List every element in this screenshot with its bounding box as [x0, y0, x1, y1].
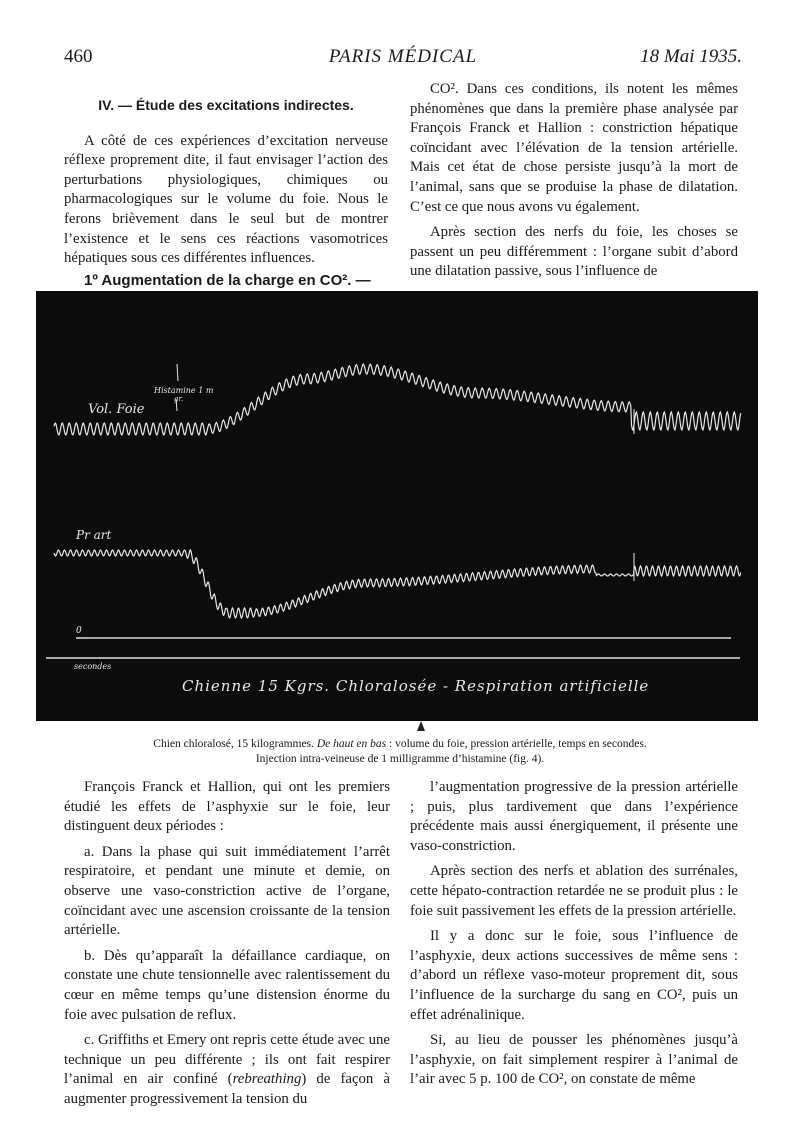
paragraph: Il y a donc sur le foie, sous l’influence de l’asphyxie, deux actions successives de même sens : d’abord un réflexe vaso-moteur proprement dit, sous l’influence de la surcharge du sang en CO², puis un effet adrénalinique. [410, 928, 738, 1023]
arterial-pressure-trace [54, 550, 741, 618]
paragraph: François Franck et Hallion, qui ont les premiers étudié les effets de l’asphyxie sur le foie, leur distinguent deux périodes : [64, 779, 390, 835]
label-zero: 0 [76, 626, 82, 636]
page-number: 460 [64, 46, 93, 67]
issue-date: 18 Mai 1935. [640, 46, 742, 67]
column-left-top [64, 88, 388, 290]
label-volume: Vol. Foie [88, 402, 145, 417]
paragraph: c. Griffiths et Emery ont repris cette étude avec une technique un peu différente ; ils ont fait respirer l’animal en air confiné (rebreathing) de façon à augmenter progressivement la tension du [64, 1032, 390, 1107]
paragraph: l’augmentation progressive de la pression artérielle ; puis, plus tardivement que dans l’expérience précédente mais aussi énergiquement, il présente une vaso-constriction. [410, 779, 738, 854]
handwritten-annotation: Chienne 15 Kgrs. Chloralosée - Respiration artificielle [182, 677, 650, 695]
column-right-top [410, 80, 738, 282]
liver-volume-trace [54, 364, 741, 435]
kymograph-trace [36, 291, 758, 721]
caption-line-1: Chien chloralosé, 15 kilogrammes. De haut en bas : volume du foie, pression artérielle, temps en secondes. [153, 738, 647, 750]
paragraph: b. Dès qu’apparaît la défaillance cardiaque, on constate une chute tensionnelle avec ralentissement du cœur en même temps qu’une distension énorme du foie avec pulsation de reflux. [64, 947, 390, 1023]
paragraph: a. Dans la phase qui suit immédiatement l’arrêt respiratoire, et pendant une minute et demie, on observe une vaso-constriction active de l’organe, coïncidant avec une ascension croissante de la tension artérielle. [64, 843, 390, 939]
kymograph-figure [36, 291, 758, 721]
label-pressure: Pr art [76, 528, 112, 542]
paragraph: Après section des nerfs et ablation des surrénales, cette hépato-contraction retardée ne se produit plus : le foie suit passivement les effets de la pression artérielle. [410, 863, 738, 919]
journal-title: PARIS MÉDICAL [328, 46, 478, 67]
label-histamine-unit: gr. [174, 395, 184, 403]
subsection-heading: 1º Augmentation de la charge en CO². — [84, 271, 371, 289]
paragraph: Si, au lieu de pousser les phénomènes jusqu’à l’asphyxie, on fait simplement respirer à l’animal de l’air avec 5 p. 100 de CO², on constate de même [410, 1032, 738, 1088]
caption-line-2: Injection intra-veineuse de 1 milligramme d’histamine (fig. 4). [255, 753, 545, 765]
column-left-bottom [64, 778, 390, 1110]
column-right-bottom [410, 778, 738, 1090]
section-heading: IV. — Étude des excitations indirectes. [98, 97, 354, 113]
label-histamine: Histamine 1 m [154, 386, 214, 395]
paragraph: Après section des nerfs du foie, les choses se passent un peu différemment : l’organe subit d’abord une dilatation passive, sous l’influence de [410, 224, 738, 280]
paragraph: A côté de ces expériences d’excitation nerveuse réflexe proprement dite, il faut envisager l’action des perturbations physiologiques, chimiques ou pharmacologiques sur le volume du foie. Nous le ferons brièvement dans le seul but de montrer l’existence et le sens ces réactions vasomotrices hépatiques sous ces différentes influences. [64, 132, 388, 267]
figure-caption [60, 737, 740, 767]
page-header [64, 46, 742, 72]
figure-pointer-icon [417, 721, 425, 731]
histamine-mark [177, 364, 178, 381]
label-seconds: secondes [74, 662, 112, 671]
paragraph: CO². Dans ces conditions, ils notent les mêmes phénomènes que dans la première phase analysée par François Franck et Hallion : constriction hépatique coïncidant avec l’élévation de la tension artérielle. Mais cet état de chose persiste jusqu’à la mort de l’animal, sans que se produise la phase de dilatation. C’est ce que nous avons vu également. [410, 81, 738, 215]
